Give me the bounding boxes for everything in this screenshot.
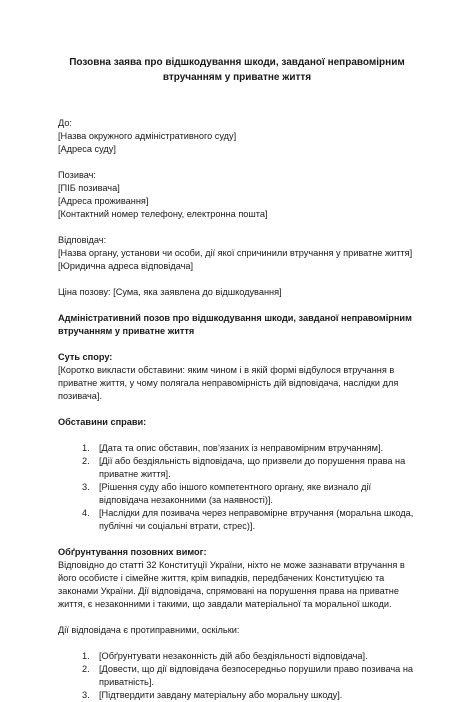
plaintiff-name: [ПІБ позивача] (58, 183, 120, 193)
circumstances-heading: Обставини справи: (58, 417, 147, 427)
list-item: 1. [Дата та опис обставин, пов’язаних із неправомірним втручанням]. (82, 443, 384, 453)
list-item: 1. [Обґрунтувати незаконність дій або бездіяльності відповідача]. (82, 651, 368, 661)
essence-section (58, 351, 416, 403)
court-name: [Назва окружного адміністративного суду] (58, 131, 237, 141)
plaintiff-block (58, 169, 416, 221)
grounds-heading: Обґрунтування позовних вимог: (58, 547, 207, 557)
court-label: До: (58, 118, 72, 128)
plaintiff-contacts: [Контактний номер телефону, електронна пошта] (58, 209, 268, 219)
claim-price: Ціна позову: [Сума, яка заявлена до відшкодування] (58, 287, 282, 297)
defendant-label: Відповідач: (58, 235, 107, 245)
list-item: 3. [Рішення суду або іншого компетентного органу, яке визнало дії відповідача незаконними (за наявності)]. (82, 482, 372, 505)
defendant-address: [Юридична адреса відповідача] (58, 261, 194, 271)
list-item: 4. [Наслідки для позивача через неправомірне втручання (моральна шкода, публічні чи соціальні втрати, стрес)]. (82, 508, 414, 531)
defendant-block (58, 234, 416, 273)
suit-heading: Адміністративний позов про відшкодування шкоди, завданої неправомірним втручанням у приватне життя (58, 313, 412, 336)
circumstances-list (58, 442, 416, 533)
grounds-text: Відповідно до статті 32 Конституції України, ніхто не може зазнавати втручання в його особисте і сімейне життя, крім випадків, передбачених Конституцією та законами України. Дії відповідача, спрямовані на порушення права на приватне життя, є незаконними і такими, що завдали матеріальної та моральної шкоди. (58, 560, 405, 609)
essence-text: [Коротко викласти обставини: яким чином і в якій формі відбулося втручання в приватне життя, у чому полягала неправомірність дій відповідача, наслідки для позивача]. (58, 365, 399, 401)
list-item: 2. [Дії або бездіяльність відповідача, що призвели до порушення права на приватне життя]. (82, 456, 406, 479)
essence-heading: Суть спору: (58, 352, 113, 362)
defendant-name: [Назва органу, установи чи особи, дії якої спричинили втручання у приватне життя] (58, 248, 413, 258)
unlawful-intro: Дії відповідача є протиправними, оскільки: (58, 625, 240, 635)
plaintiff-address: [Адреса проживання] (58, 196, 149, 206)
grounds-section (58, 546, 416, 611)
list-item: 2. [Довести, що дії відповідача безпосередньо порушили право позивача на приватність]. (82, 664, 414, 687)
list-item: 3. [Підтвердити завдану матеріальну або моральну шкоду]. (82, 690, 343, 700)
court-address: [Адреса суду] (58, 144, 116, 154)
grounds-list (58, 650, 416, 702)
court-block (58, 117, 416, 156)
document-title: Позовна заява про відшкодування шкоди, завданої неправомірним втручанням у приватне життя (69, 57, 405, 83)
plaintiff-label: Позивач: (58, 170, 96, 180)
